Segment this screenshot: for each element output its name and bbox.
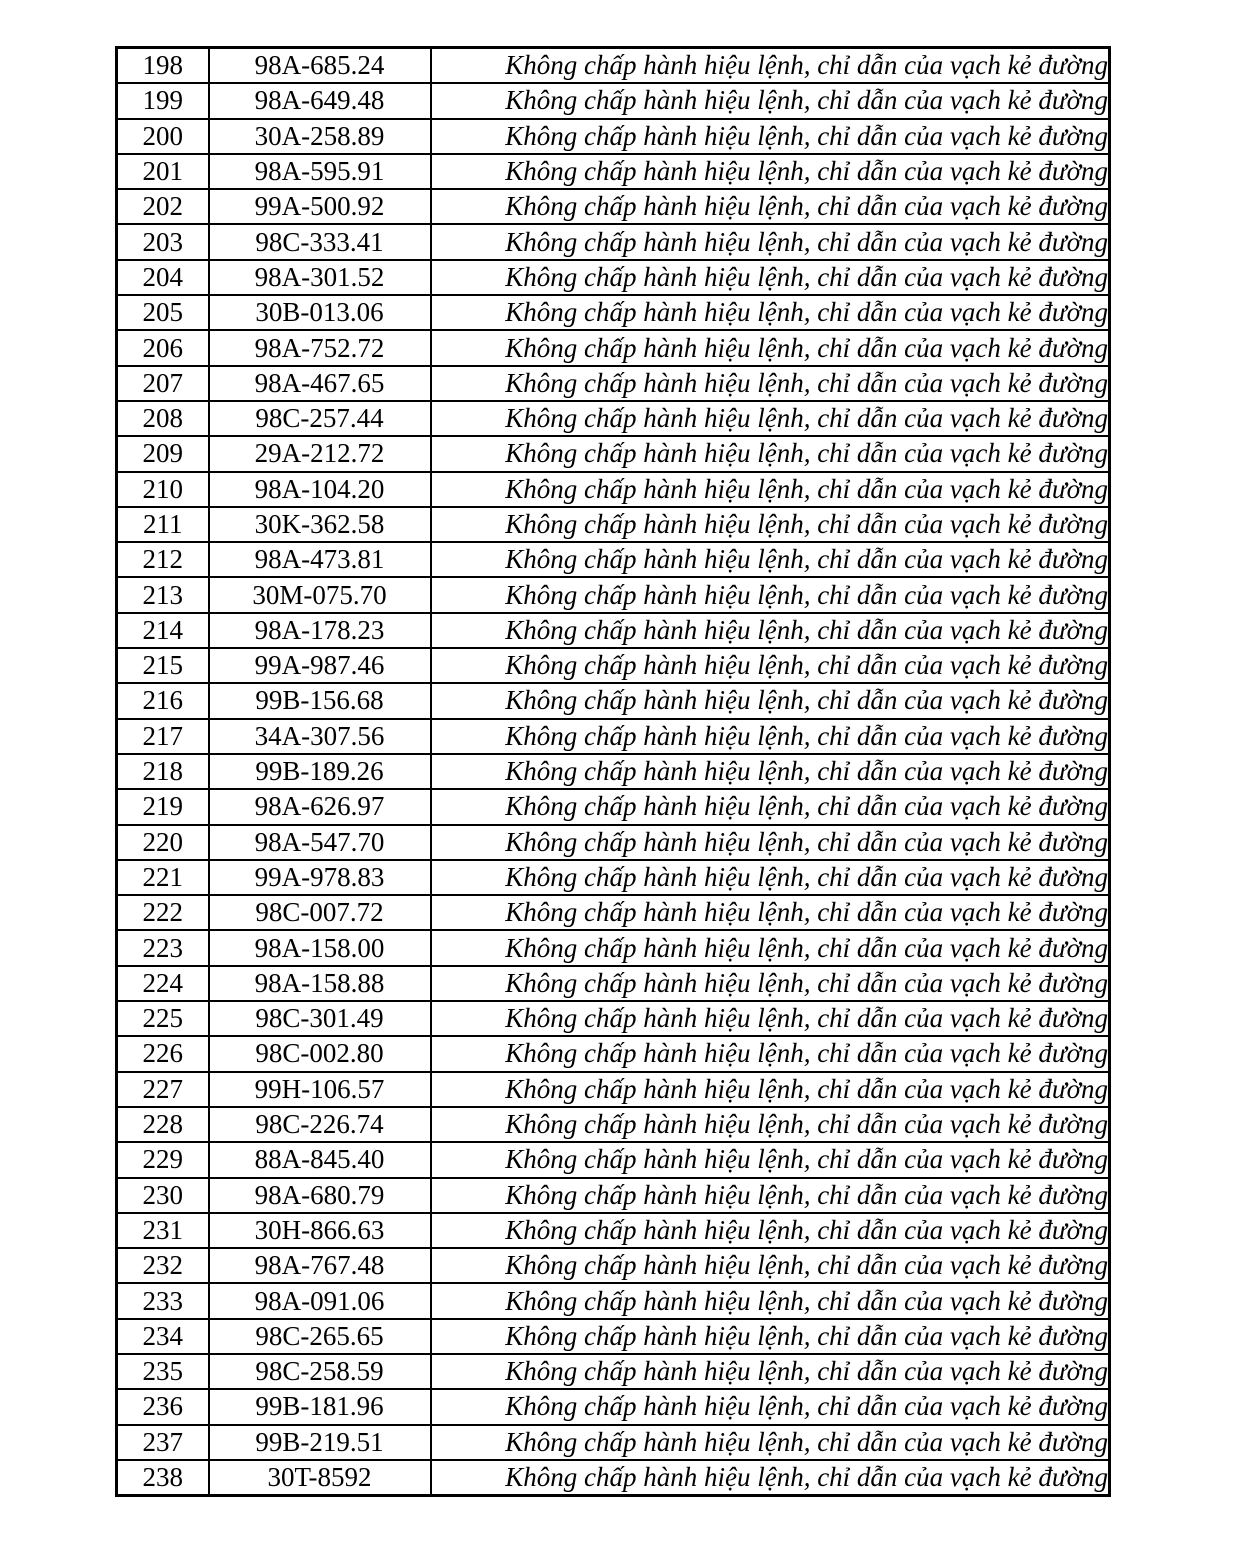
table-row bbox=[117, 860, 1110, 895]
violation-text: Không chấp hành hiệu lệnh, chỉ dẫn của vạch kẻ đường bbox=[431, 189, 1110, 224]
row-number: 225 bbox=[117, 1001, 209, 1036]
table-row bbox=[117, 119, 1110, 154]
table-row bbox=[117, 224, 1110, 259]
plate-number: 30B-013.06 bbox=[209, 295, 431, 330]
table-row bbox=[117, 1001, 1110, 1036]
plate-number: 98A-178.23 bbox=[209, 613, 431, 648]
violation-text: Không chấp hành hiệu lệnh, chỉ dẫn của vạch kẻ đường bbox=[431, 930, 1110, 965]
row-number: 222 bbox=[117, 895, 209, 930]
row-number: 205 bbox=[117, 295, 209, 330]
violation-text: Không chấp hành hiệu lệnh, chỉ dẫn của vạch kẻ đường bbox=[431, 48, 1110, 84]
row-number: 207 bbox=[117, 366, 209, 401]
violation-text: Không chấp hành hiệu lệnh, chỉ dẫn của vạch kẻ đường bbox=[431, 825, 1110, 860]
table-row bbox=[117, 930, 1110, 965]
row-number: 208 bbox=[117, 401, 209, 436]
row-number: 201 bbox=[117, 154, 209, 189]
plate-number: 99B-189.26 bbox=[209, 754, 431, 789]
violation-text: Không chấp hành hiệu lệnh, chỉ dẫn của vạch kẻ đường bbox=[431, 789, 1110, 824]
table-row bbox=[117, 48, 1110, 84]
plate-number: 29A-212.72 bbox=[209, 436, 431, 471]
violation-text: Không chấp hành hiệu lệnh, chỉ dẫn của vạch kẻ đường bbox=[431, 1142, 1110, 1177]
plate-number: 98A-158.88 bbox=[209, 966, 431, 1001]
violation-text: Không chấp hành hiệu lệnh, chỉ dẫn của vạch kẻ đường bbox=[431, 1319, 1110, 1354]
violation-table bbox=[115, 46, 1111, 1497]
row-number: 224 bbox=[117, 966, 209, 1001]
plate-number: 98A-104.20 bbox=[209, 472, 431, 507]
table-row bbox=[117, 507, 1110, 542]
table-row bbox=[117, 1142, 1110, 1177]
violation-text: Không chấp hành hiệu lệnh, chỉ dẫn của vạch kẻ đường bbox=[431, 754, 1110, 789]
table-row bbox=[117, 719, 1110, 754]
violation-text: Không chấp hành hiệu lệnh, chỉ dẫn của vạch kẻ đường bbox=[431, 260, 1110, 295]
plate-number: 98C-257.44 bbox=[209, 401, 431, 436]
table-row bbox=[117, 1248, 1110, 1283]
plate-number: 30H-866.63 bbox=[209, 1213, 431, 1248]
table-row bbox=[117, 966, 1110, 1001]
plate-number: 99A-978.83 bbox=[209, 860, 431, 895]
row-number: 228 bbox=[117, 1107, 209, 1142]
row-number: 211 bbox=[117, 507, 209, 542]
violation-text: Không chấp hành hiệu lệnh, chỉ dẫn của vạch kẻ đường bbox=[431, 401, 1110, 436]
plate-number: 98C-301.49 bbox=[209, 1001, 431, 1036]
plate-number: 99A-500.92 bbox=[209, 189, 431, 224]
plate-number: 98A-626.97 bbox=[209, 789, 431, 824]
row-number: 220 bbox=[117, 825, 209, 860]
violation-text: Không chấp hành hiệu lệnh, chỉ dẫn của vạch kẻ đường bbox=[431, 719, 1110, 754]
table-row bbox=[117, 1319, 1110, 1354]
violation-text: Không chấp hành hiệu lệnh, chỉ dẫn của vạch kẻ đường bbox=[431, 1354, 1110, 1389]
row-number: 198 bbox=[117, 48, 209, 84]
row-number: 237 bbox=[117, 1425, 209, 1460]
violation-text: Không chấp hành hiệu lệnh, chỉ dẫn của vạch kẻ đường bbox=[431, 1460, 1110, 1496]
row-number: 199 bbox=[117, 83, 209, 118]
table-row bbox=[117, 577, 1110, 612]
plate-number: 98A-301.52 bbox=[209, 260, 431, 295]
plate-number: 98C-265.65 bbox=[209, 1319, 431, 1354]
row-number: 229 bbox=[117, 1142, 209, 1177]
row-number: 217 bbox=[117, 719, 209, 754]
table-row bbox=[117, 825, 1110, 860]
violation-text: Không chấp hành hiệu lệnh, chỉ dẫn của vạch kẻ đường bbox=[431, 613, 1110, 648]
plate-number: 98A-595.91 bbox=[209, 154, 431, 189]
violation-text: Không chấp hành hiệu lệnh, chỉ dẫn của vạch kẻ đường bbox=[431, 224, 1110, 259]
violation-text: Không chấp hành hiệu lệnh, chỉ dẫn của vạch kẻ đường bbox=[431, 1072, 1110, 1107]
violation-text: Không chấp hành hiệu lệnh, chỉ dẫn của vạch kẻ đường bbox=[431, 1425, 1110, 1460]
table-row bbox=[117, 83, 1110, 118]
violation-text: Không chấp hành hiệu lệnh, chỉ dẫn của vạch kẻ đường bbox=[431, 472, 1110, 507]
table-row bbox=[117, 789, 1110, 824]
violation-text: Không chấp hành hiệu lệnh, chỉ dẫn của vạch kẻ đường bbox=[431, 1389, 1110, 1424]
violation-text: Không chấp hành hiệu lệnh, chỉ dẫn của vạch kẻ đường bbox=[431, 295, 1110, 330]
plate-number: 98A-685.24 bbox=[209, 48, 431, 84]
row-number: 215 bbox=[117, 648, 209, 683]
row-number: 206 bbox=[117, 330, 209, 365]
table-row bbox=[117, 1213, 1110, 1248]
plate-number: 98C-258.59 bbox=[209, 1354, 431, 1389]
row-number: 203 bbox=[117, 224, 209, 259]
violation-text: Không chấp hành hiệu lệnh, chỉ dẫn của vạch kẻ đường bbox=[431, 119, 1110, 154]
plate-number: 30T-8592 bbox=[209, 1460, 431, 1496]
violation-text: Không chấp hành hiệu lệnh, chỉ dẫn của vạch kẻ đường bbox=[431, 1001, 1110, 1036]
plate-number: 98A-752.72 bbox=[209, 330, 431, 365]
plate-number: 98A-547.70 bbox=[209, 825, 431, 860]
violation-text: Không chấp hành hiệu lệnh, chỉ dẫn của vạch kẻ đường bbox=[431, 436, 1110, 471]
plate-number: 99B-219.51 bbox=[209, 1425, 431, 1460]
violation-text: Không chấp hành hiệu lệnh, chỉ dẫn của vạch kẻ đường bbox=[431, 895, 1110, 930]
plate-number: 98A-649.48 bbox=[209, 83, 431, 118]
table-row bbox=[117, 401, 1110, 436]
table-row bbox=[117, 1283, 1110, 1318]
row-number: 209 bbox=[117, 436, 209, 471]
violation-text: Không chấp hành hiệu lệnh, chỉ dẫn của vạch kẻ đường bbox=[431, 83, 1110, 118]
table-row bbox=[117, 1354, 1110, 1389]
row-number: 213 bbox=[117, 577, 209, 612]
table-row bbox=[117, 472, 1110, 507]
row-number: 218 bbox=[117, 754, 209, 789]
table-row bbox=[117, 542, 1110, 577]
table-row bbox=[117, 895, 1110, 930]
plate-number: 98A-158.00 bbox=[209, 930, 431, 965]
violation-text: Không chấp hành hiệu lệnh, chỉ dẫn của vạch kẻ đường bbox=[431, 648, 1110, 683]
plate-number: 98C-333.41 bbox=[209, 224, 431, 259]
table-row bbox=[117, 754, 1110, 789]
violation-text: Không chấp hành hiệu lệnh, chỉ dẫn của vạch kẻ đường bbox=[431, 154, 1110, 189]
table-row bbox=[117, 1036, 1110, 1071]
violation-text: Không chấp hành hiệu lệnh, chỉ dẫn của vạch kẻ đường bbox=[431, 577, 1110, 612]
table-row bbox=[117, 1178, 1110, 1213]
row-number: 236 bbox=[117, 1389, 209, 1424]
violation-text: Không chấp hành hiệu lệnh, chỉ dẫn của vạch kẻ đường bbox=[431, 1036, 1110, 1071]
plate-number: 99A-987.46 bbox=[209, 648, 431, 683]
row-number: 212 bbox=[117, 542, 209, 577]
plate-number: 98A-767.48 bbox=[209, 1248, 431, 1283]
table-row bbox=[117, 1425, 1110, 1460]
violation-text: Không chấp hành hiệu lệnh, chỉ dẫn của vạch kẻ đường bbox=[431, 1213, 1110, 1248]
plate-number: 98A-091.06 bbox=[209, 1283, 431, 1318]
row-number: 232 bbox=[117, 1248, 209, 1283]
table-row bbox=[117, 436, 1110, 471]
violation-text: Không chấp hành hiệu lệnh, chỉ dẫn của vạch kẻ đường bbox=[431, 1248, 1110, 1283]
plate-number: 98C-007.72 bbox=[209, 895, 431, 930]
row-number: 200 bbox=[117, 119, 209, 154]
row-number: 234 bbox=[117, 1319, 209, 1354]
row-number: 221 bbox=[117, 860, 209, 895]
fine-table-body bbox=[117, 48, 1110, 1496]
plate-number: 99B-156.68 bbox=[209, 683, 431, 718]
table-row bbox=[117, 648, 1110, 683]
row-number: 233 bbox=[117, 1283, 209, 1318]
row-number: 223 bbox=[117, 930, 209, 965]
row-number: 231 bbox=[117, 1213, 209, 1248]
plate-number: 98C-226.74 bbox=[209, 1107, 431, 1142]
plate-number: 98A-680.79 bbox=[209, 1178, 431, 1213]
plate-number: 99H-106.57 bbox=[209, 1072, 431, 1107]
row-number: 238 bbox=[117, 1460, 209, 1496]
violation-text: Không chấp hành hiệu lệnh, chỉ dẫn của vạch kẻ đường bbox=[431, 507, 1110, 542]
row-number: 210 bbox=[117, 472, 209, 507]
violation-text: Không chấp hành hiệu lệnh, chỉ dẫn của vạch kẻ đường bbox=[431, 860, 1110, 895]
row-number: 219 bbox=[117, 789, 209, 824]
plate-number: 98A-473.81 bbox=[209, 542, 431, 577]
row-number: 214 bbox=[117, 613, 209, 648]
table-row bbox=[117, 189, 1110, 224]
table-row bbox=[117, 1107, 1110, 1142]
plate-number: 99B-181.96 bbox=[209, 1389, 431, 1424]
plate-number: 98C-002.80 bbox=[209, 1036, 431, 1071]
table-row bbox=[117, 295, 1110, 330]
violation-text: Không chấp hành hiệu lệnh, chỉ dẫn của vạch kẻ đường bbox=[431, 366, 1110, 401]
plate-number: 34A-307.56 bbox=[209, 719, 431, 754]
violation-text: Không chấp hành hiệu lệnh, chỉ dẫn của vạch kẻ đường bbox=[431, 683, 1110, 718]
row-number: 235 bbox=[117, 1354, 209, 1389]
table-row bbox=[117, 330, 1110, 365]
row-number: 226 bbox=[117, 1036, 209, 1071]
violation-text: Không chấp hành hiệu lệnh, chỉ dẫn của vạch kẻ đường bbox=[431, 1107, 1110, 1142]
plate-number: 98A-467.65 bbox=[209, 366, 431, 401]
table-row bbox=[117, 154, 1110, 189]
row-number: 216 bbox=[117, 683, 209, 718]
table-row bbox=[117, 1389, 1110, 1424]
violation-text: Không chấp hành hiệu lệnh, chỉ dẫn của vạch kẻ đường bbox=[431, 330, 1110, 365]
table-row bbox=[117, 683, 1110, 718]
violation-text: Không chấp hành hiệu lệnh, chỉ dẫn của vạch kẻ đường bbox=[431, 542, 1110, 577]
violation-text: Không chấp hành hiệu lệnh, chỉ dẫn của vạch kẻ đường bbox=[431, 1283, 1110, 1318]
table-row bbox=[117, 260, 1110, 295]
violation-text: Không chấp hành hiệu lệnh, chỉ dẫn của vạch kẻ đường bbox=[431, 1178, 1110, 1213]
row-number: 230 bbox=[117, 1178, 209, 1213]
plate-number: 30M-075.70 bbox=[209, 577, 431, 612]
plate-number: 30K-362.58 bbox=[209, 507, 431, 542]
table-row bbox=[117, 1460, 1110, 1496]
table-row bbox=[117, 613, 1110, 648]
row-number: 227 bbox=[117, 1072, 209, 1107]
row-number: 204 bbox=[117, 260, 209, 295]
table-row bbox=[117, 366, 1110, 401]
row-number: 202 bbox=[117, 189, 209, 224]
violation-text: Không chấp hành hiệu lệnh, chỉ dẫn của vạch kẻ đường bbox=[431, 966, 1110, 1001]
table-row bbox=[117, 1072, 1110, 1107]
plate-number: 88A-845.40 bbox=[209, 1142, 431, 1177]
plate-number: 30A-258.89 bbox=[209, 119, 431, 154]
